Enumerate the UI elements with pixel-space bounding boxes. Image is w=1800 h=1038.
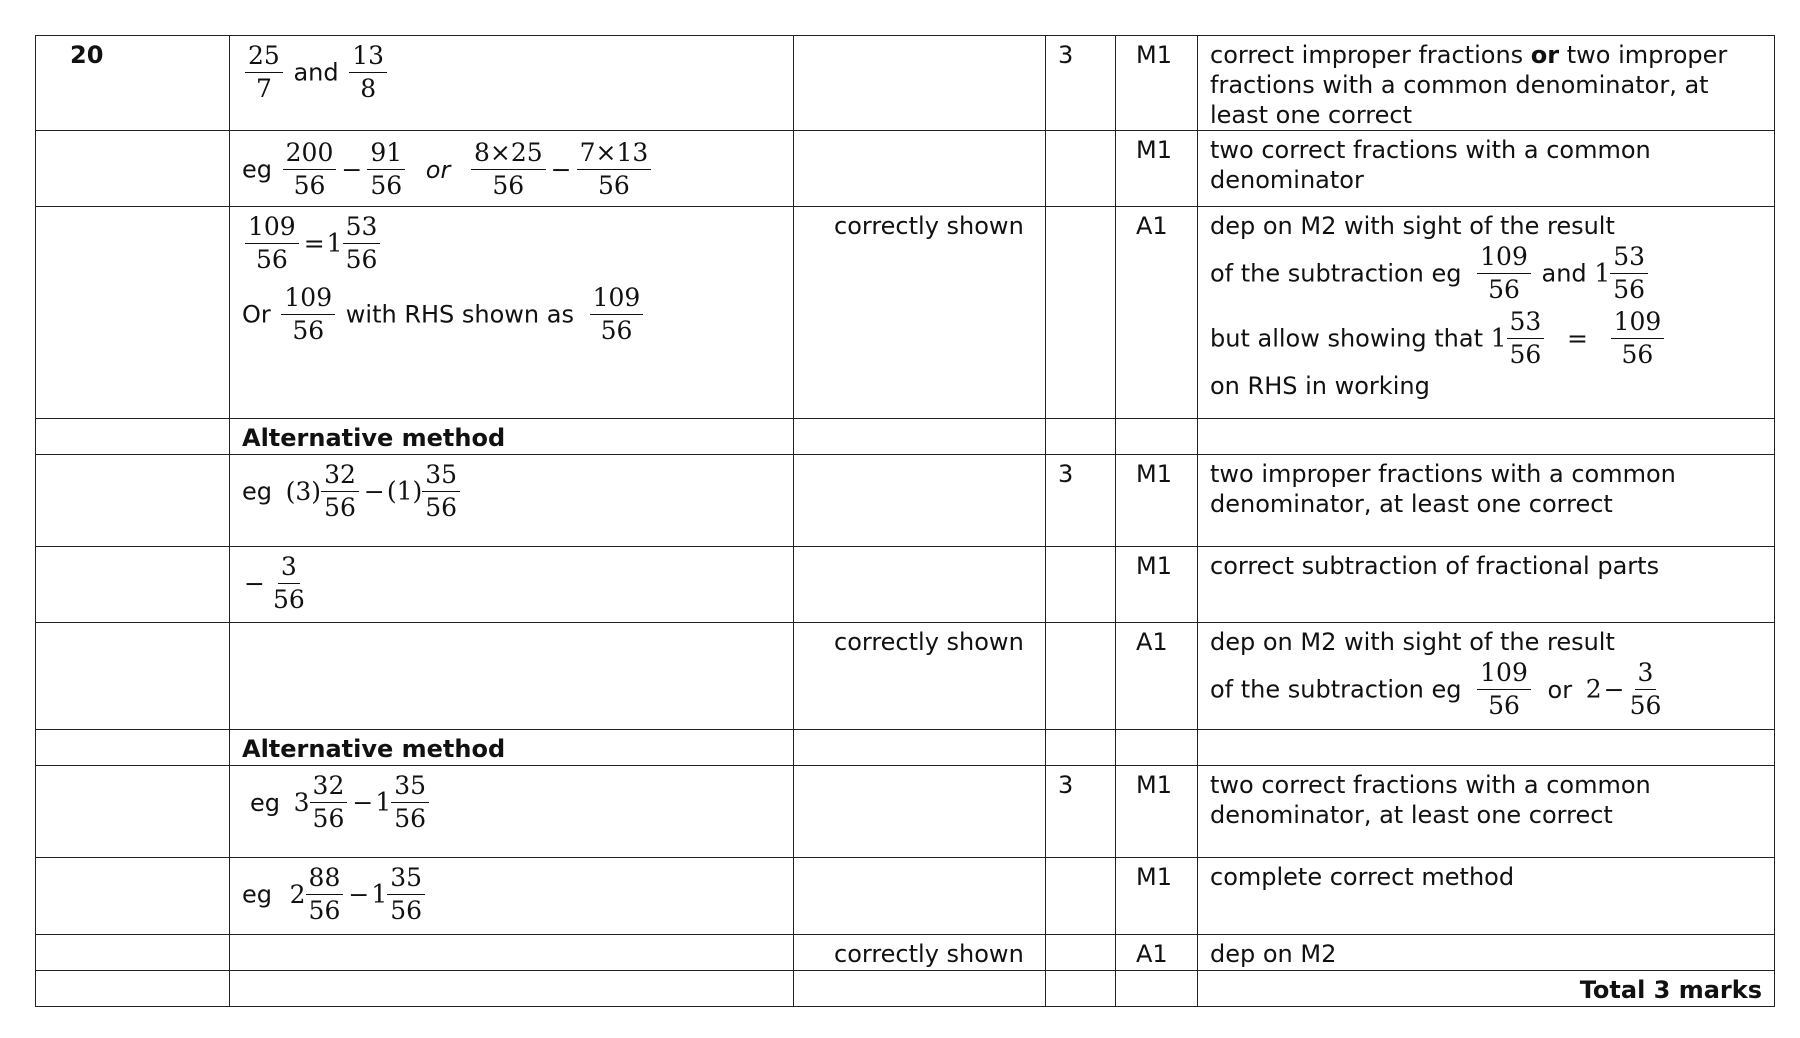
numerator: 35	[391, 770, 429, 803]
working-text: eg	[250, 788, 280, 817]
mark-code: A1	[1136, 940, 1168, 968]
question-number-cell	[36, 207, 230, 419]
working-cell	[230, 131, 794, 207]
mark-scheme-table	[35, 35, 1775, 1007]
mark-value: 3	[1058, 460, 1074, 488]
working-cell	[230, 547, 794, 623]
fraction	[1477, 241, 1531, 306]
notes-cell	[1198, 419, 1775, 455]
denominator: 56	[292, 316, 325, 345]
numerator: 35	[422, 459, 460, 492]
operator: −	[244, 568, 265, 598]
denominator: 56	[600, 316, 633, 345]
fraction	[310, 770, 348, 835]
table-row	[36, 547, 1775, 623]
mark-cell	[1046, 730, 1116, 766]
fraction	[343, 211, 381, 276]
question-number-cell	[36, 547, 230, 623]
question-number-cell	[36, 971, 230, 1007]
mark-code: M1	[1136, 41, 1172, 69]
notes-cell	[1198, 131, 1775, 207]
notes-text: and	[1541, 259, 1587, 288]
whole-number: 1	[375, 787, 392, 817]
question-number-cell	[36, 36, 230, 131]
total-marks: Total 3 marks	[1579, 976, 1762, 1004]
answer-cell	[794, 36, 1046, 131]
mark-cell	[1046, 455, 1116, 547]
code-cell	[1116, 971, 1198, 1007]
denominator: 56	[255, 245, 288, 274]
working-text: or	[425, 155, 451, 184]
table-row	[36, 207, 1775, 419]
working-cell	[230, 935, 794, 971]
mark-cell	[1046, 623, 1116, 730]
notes-cell	[1198, 455, 1775, 547]
mark-cell	[1046, 547, 1116, 623]
denominator: 8	[360, 74, 377, 103]
notes-text: two improper fractions with a common denominator, at least one correct	[1210, 460, 1676, 518]
code-cell	[1116, 207, 1198, 419]
working-cell	[230, 419, 794, 455]
notes-cell	[1198, 547, 1775, 623]
numerator: 8×25	[471, 137, 546, 170]
whole-number: 1	[1490, 323, 1507, 353]
working-cell	[230, 207, 794, 419]
mark-cell	[1046, 36, 1116, 131]
fraction	[1627, 657, 1665, 722]
notes-text: two improper fractions with a common denominator, at least one correct	[1210, 41, 1728, 129]
operator: −	[550, 154, 572, 184]
working-text: eg	[242, 880, 272, 909]
fraction	[1477, 657, 1531, 722]
operator: −	[341, 154, 363, 184]
mark-value: 3	[1058, 41, 1074, 69]
answer-cell	[794, 419, 1046, 455]
fraction	[1507, 306, 1545, 371]
mark-code: M1	[1136, 552, 1172, 580]
notes-text: or	[1547, 675, 1573, 704]
operator: =	[1566, 323, 1588, 353]
mark-cell	[1046, 207, 1116, 419]
notes-text: dep on M2	[1210, 940, 1337, 968]
operator: −	[352, 787, 374, 817]
fraction	[281, 282, 335, 347]
notes-cell	[1198, 730, 1775, 766]
notes-cell	[1198, 623, 1775, 730]
table-row	[36, 971, 1775, 1007]
denominator: 56	[293, 171, 326, 200]
denominator: 56	[1629, 691, 1662, 720]
fraction	[283, 137, 337, 202]
numerator: 109	[245, 211, 299, 244]
mark-cell	[1046, 131, 1116, 207]
whole-number: 1	[326, 228, 343, 258]
working-text: with RHS shown as	[345, 300, 574, 329]
answer-cell	[794, 935, 1046, 971]
answer-cell	[794, 547, 1046, 623]
mark-cell	[1046, 858, 1116, 935]
question-number-cell	[36, 935, 230, 971]
working-cell	[230, 455, 794, 547]
answer-text: correctly shown	[834, 212, 1024, 240]
operator: =	[303, 228, 325, 258]
code-cell	[1116, 858, 1198, 935]
numerator: 88	[306, 862, 344, 895]
operator: −	[363, 476, 385, 506]
denominator: 56	[492, 171, 525, 200]
mark-code: M1	[1136, 136, 1172, 164]
question-number-cell	[36, 766, 230, 858]
notes-cell	[1198, 971, 1775, 1007]
code-cell	[1116, 547, 1198, 623]
denominator: 56	[370, 171, 403, 200]
code-cell	[1116, 455, 1198, 547]
table-row	[36, 36, 1775, 131]
mark-cell	[1046, 935, 1116, 971]
whole-number: 2	[289, 879, 306, 909]
answer-cell	[794, 623, 1046, 730]
denominator: 56	[1488, 275, 1520, 304]
fraction	[391, 770, 429, 835]
fraction	[245, 211, 299, 276]
answer-cell	[794, 730, 1046, 766]
mark-code: A1	[1136, 628, 1168, 656]
operator: −	[348, 879, 370, 909]
notes-text: two correct fractions with a common denominator	[1210, 136, 1651, 194]
table-row	[36, 730, 1775, 766]
working-cell	[230, 766, 794, 858]
question-number-cell	[36, 455, 230, 547]
fraction	[1611, 306, 1665, 371]
numerator: 109	[1477, 657, 1531, 690]
notes-cell	[1198, 36, 1775, 131]
table-row	[36, 623, 1775, 730]
table-row	[36, 766, 1775, 858]
whole-number: 1	[1594, 258, 1611, 288]
fraction	[422, 459, 460, 524]
numerator: 109	[1611, 306, 1665, 339]
table-row	[36, 935, 1775, 971]
mark-code: M1	[1136, 460, 1172, 488]
numerator: 109	[281, 282, 335, 315]
alternative-method-heading: Alternative method	[242, 424, 506, 452]
code-cell	[1116, 730, 1198, 766]
notes-text: correct improper fractions	[1210, 41, 1531, 69]
question-number: 20	[70, 41, 104, 69]
code-cell	[1116, 766, 1198, 858]
working-text: eg	[242, 155, 272, 184]
denominator: 7	[255, 74, 272, 103]
fraction	[270, 551, 308, 616]
notes-text: dep on M2 with sight of the result	[1210, 628, 1615, 656]
numerator: 25	[245, 40, 283, 73]
working-cell	[230, 36, 794, 131]
whole-number: 3	[293, 787, 310, 817]
notes-text: of the subtraction eg	[1210, 259, 1462, 288]
fraction	[387, 862, 425, 927]
mark-code: A1	[1136, 212, 1168, 240]
fraction	[349, 40, 387, 105]
answer-cell	[794, 971, 1046, 1007]
whole-number: 1	[371, 879, 388, 909]
mark-cell	[1046, 419, 1116, 455]
numerator: 91	[367, 137, 405, 170]
table-row	[36, 131, 1775, 207]
question-number-cell	[36, 858, 230, 935]
working-cell	[230, 730, 794, 766]
answer-cell	[794, 858, 1046, 935]
notes-text: complete correct method	[1210, 863, 1515, 891]
code-cell	[1116, 131, 1198, 207]
numerator: 109	[590, 282, 644, 315]
whole-number: (1)	[386, 476, 423, 506]
numerator: 53	[343, 211, 381, 244]
numerator: 200	[283, 137, 337, 170]
whole-number: 2	[1585, 674, 1602, 704]
mark-code: M1	[1136, 771, 1172, 799]
question-number-cell	[36, 419, 230, 455]
denominator: 56	[308, 896, 341, 925]
numerator: 7×13	[577, 137, 652, 170]
alternative-method-heading: Alternative method	[242, 735, 506, 763]
answer-cell	[794, 455, 1046, 547]
working-text: eg	[242, 477, 272, 506]
notes-text: dep on M2 with sight of the result	[1210, 212, 1615, 240]
working-text: Or	[242, 300, 271, 329]
fraction	[321, 459, 359, 524]
numerator: 13	[349, 40, 387, 73]
numerator: 35	[387, 862, 425, 895]
working-cell	[230, 971, 794, 1007]
answer-cell	[794, 766, 1046, 858]
numerator: 109	[1477, 241, 1531, 274]
working-cell	[230, 858, 794, 935]
question-number-cell	[36, 131, 230, 207]
working-text: and	[293, 58, 339, 87]
code-cell	[1116, 623, 1198, 730]
table-row	[36, 419, 1775, 455]
notes-text: on RHS in working	[1210, 372, 1430, 400]
answer-cell	[794, 207, 1046, 419]
notes-text: of the subtraction eg	[1210, 675, 1462, 704]
denominator: 56	[272, 585, 305, 614]
denominator: 56	[345, 245, 378, 274]
answer-cell	[794, 131, 1046, 207]
working-cell	[230, 623, 794, 730]
denominator: 56	[312, 804, 345, 833]
fraction	[590, 282, 644, 347]
code-cell	[1116, 935, 1198, 971]
fraction	[471, 137, 546, 202]
whole-number: (3)	[285, 476, 322, 506]
notes-cell	[1198, 207, 1775, 419]
operator: −	[1603, 674, 1625, 704]
denominator: 56	[598, 171, 630, 200]
numerator: 32	[310, 770, 348, 803]
numerator: 53	[1507, 306, 1545, 339]
denominator: 56	[394, 804, 427, 833]
denominator: 56	[425, 493, 458, 522]
fraction	[577, 137, 652, 202]
notes-bold-text: or	[1530, 41, 1560, 69]
code-cell	[1116, 36, 1198, 131]
mark-cell	[1046, 766, 1116, 858]
numerator: 3	[1635, 657, 1657, 690]
notes-text: correct subtraction of fractional parts	[1210, 552, 1660, 580]
numerator: 53	[1610, 241, 1648, 274]
table-row	[36, 455, 1775, 547]
table-row	[36, 858, 1775, 935]
denominator: 56	[1488, 691, 1520, 720]
question-number-cell	[36, 730, 230, 766]
fraction	[367, 137, 405, 202]
question-number-cell	[36, 623, 230, 730]
denominator: 56	[324, 493, 356, 522]
denominator: 56	[1621, 340, 1654, 369]
code-cell	[1116, 419, 1198, 455]
fraction	[245, 40, 283, 105]
denominator: 56	[390, 896, 423, 925]
mark-cell	[1046, 971, 1116, 1007]
notes-text: but allow showing that	[1210, 324, 1483, 353]
notes-text: two correct fractions with a common denominator, at least one correct	[1210, 771, 1651, 829]
fraction	[306, 862, 344, 927]
denominator: 56	[1613, 275, 1646, 304]
answer-text: correctly shown	[834, 628, 1024, 656]
notes-cell	[1198, 858, 1775, 935]
answer-text: correctly shown	[834, 940, 1024, 968]
numerator: 32	[321, 459, 359, 492]
denominator: 56	[1509, 340, 1542, 369]
fraction	[1610, 241, 1648, 306]
notes-cell	[1198, 935, 1775, 971]
numerator: 3	[278, 551, 300, 584]
mark-code: M1	[1136, 863, 1172, 891]
mark-value: 3	[1058, 771, 1074, 799]
notes-cell	[1198, 766, 1775, 858]
